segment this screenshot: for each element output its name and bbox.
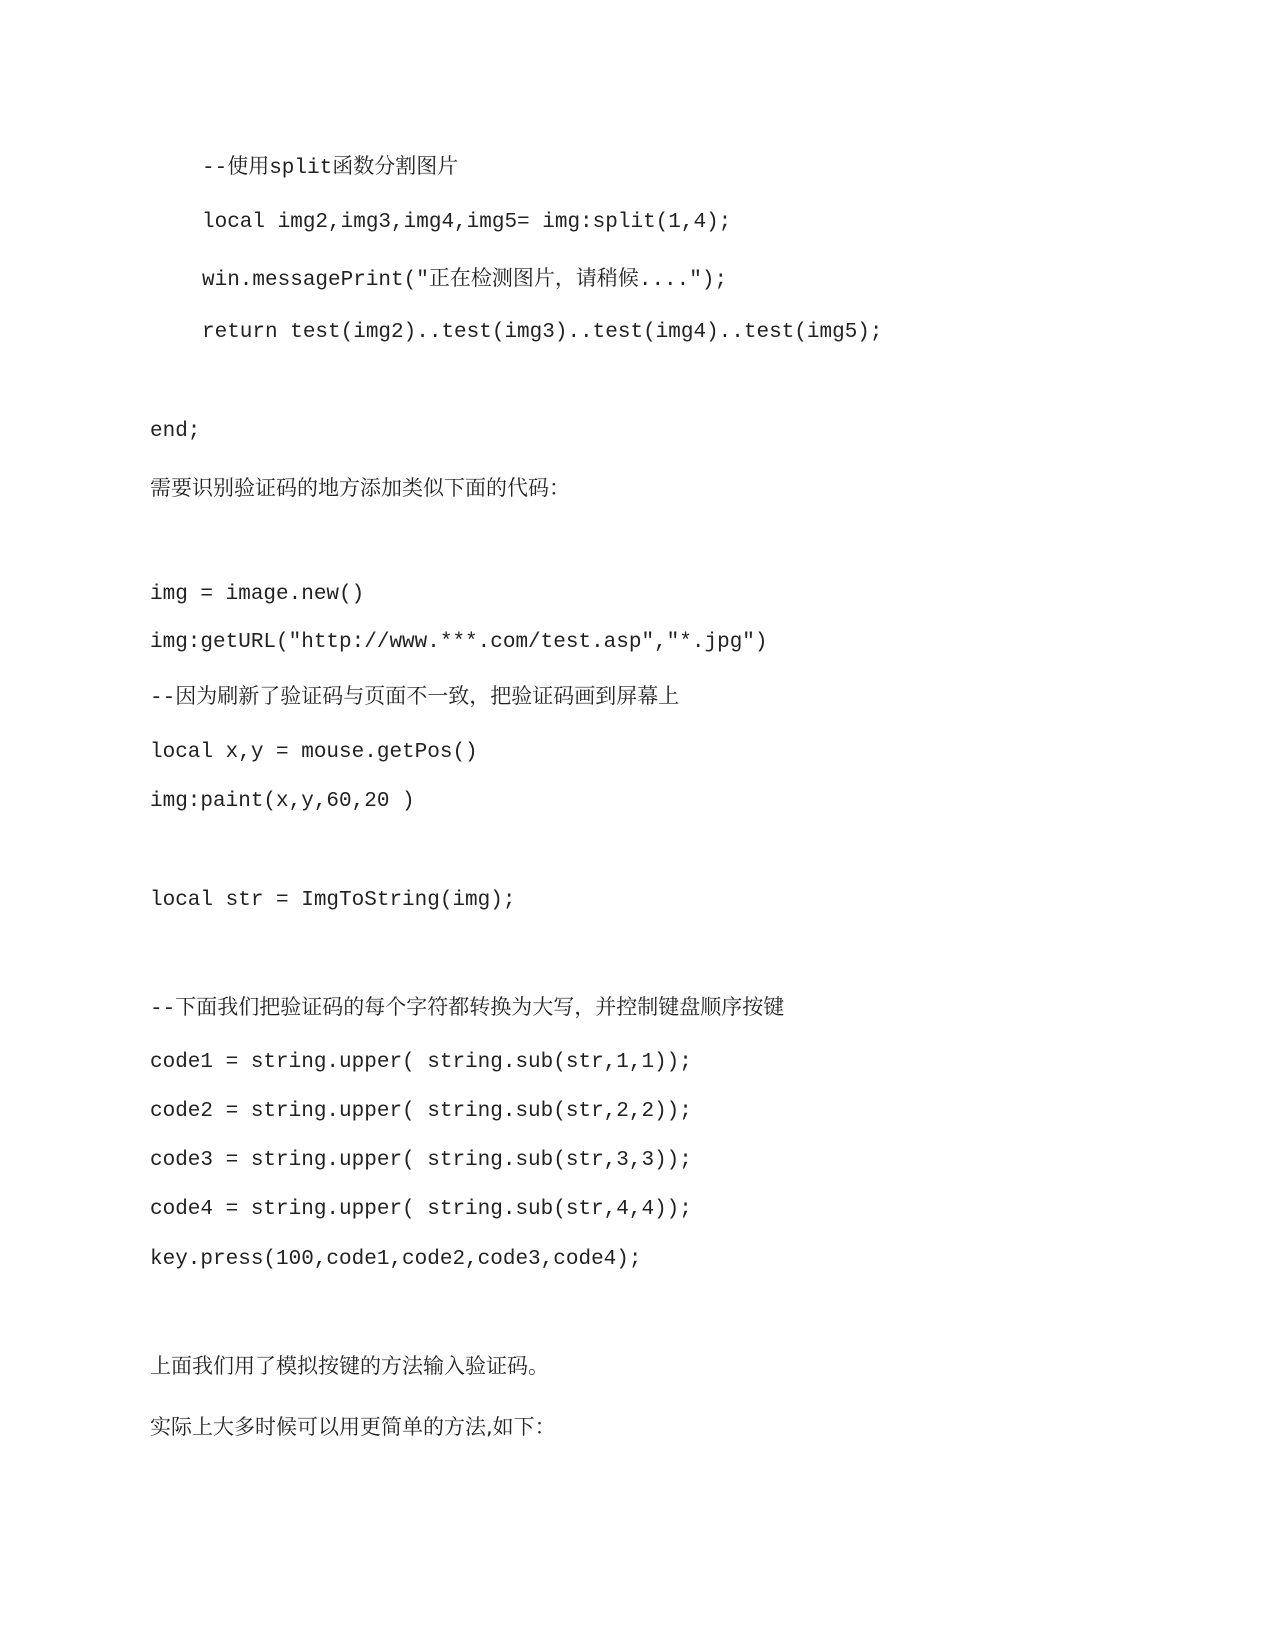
code-line-code3: code3 = string.upper( string.sub(str,3,3)); [150,1149,692,1172]
code-line-return: return test(img2)..test(img3)..test(img4)..test(img5); [202,321,883,344]
paragraph-simulated-keys: 上面我们用了模拟按键的方法输入验证码。 [150,1354,549,1378]
paragraph-simpler-method: 实际上大多时候可以用更简单的方法,如下： [150,1415,556,1439]
code-comment-split: --使用split函数分割图片 [202,157,459,180]
code-line-message-print: win.messagePrint("正在检测图片，请稍候...."); [202,269,728,292]
code-line-get-pos: local x,y = mouse.getPos() [150,741,478,764]
code-line-get-url: img:getURL("http://www.***.com/test.asp","*.jpg") [150,631,768,654]
code-comment-uppercase: --下面我们把验证码的每个字符都转换为大写，并控制键盘顺序按键 [150,998,785,1021]
code-line-img-to-string: local str = ImgToString(img); [150,889,516,912]
code-line-image-new: img = image.new() [150,583,365,606]
paragraph-instruction: 需要识别验证码的地方添加类似下面的代码： [150,476,570,500]
code-line-code2: code2 = string.upper( string.sub(str,2,2)); [150,1100,692,1123]
code-comment-refresh: --因为刷新了验证码与页面不一致，把验证码画到屏幕上 [150,687,680,710]
code-line-split: local img2,img3,img4,img5= img:split(1,4); [202,211,732,234]
code-line-code1: code1 = string.upper( string.sub(str,1,1)); [150,1051,692,1074]
code-line-end: end; [150,420,201,443]
code-line-key-press: key.press(100,code1,code2,code3,code4); [150,1248,642,1271]
code-line-paint: img:paint(x,y,60,20 ) [150,790,415,813]
code-line-code4: code4 = string.upper( string.sub(str,4,4)); [150,1198,692,1221]
